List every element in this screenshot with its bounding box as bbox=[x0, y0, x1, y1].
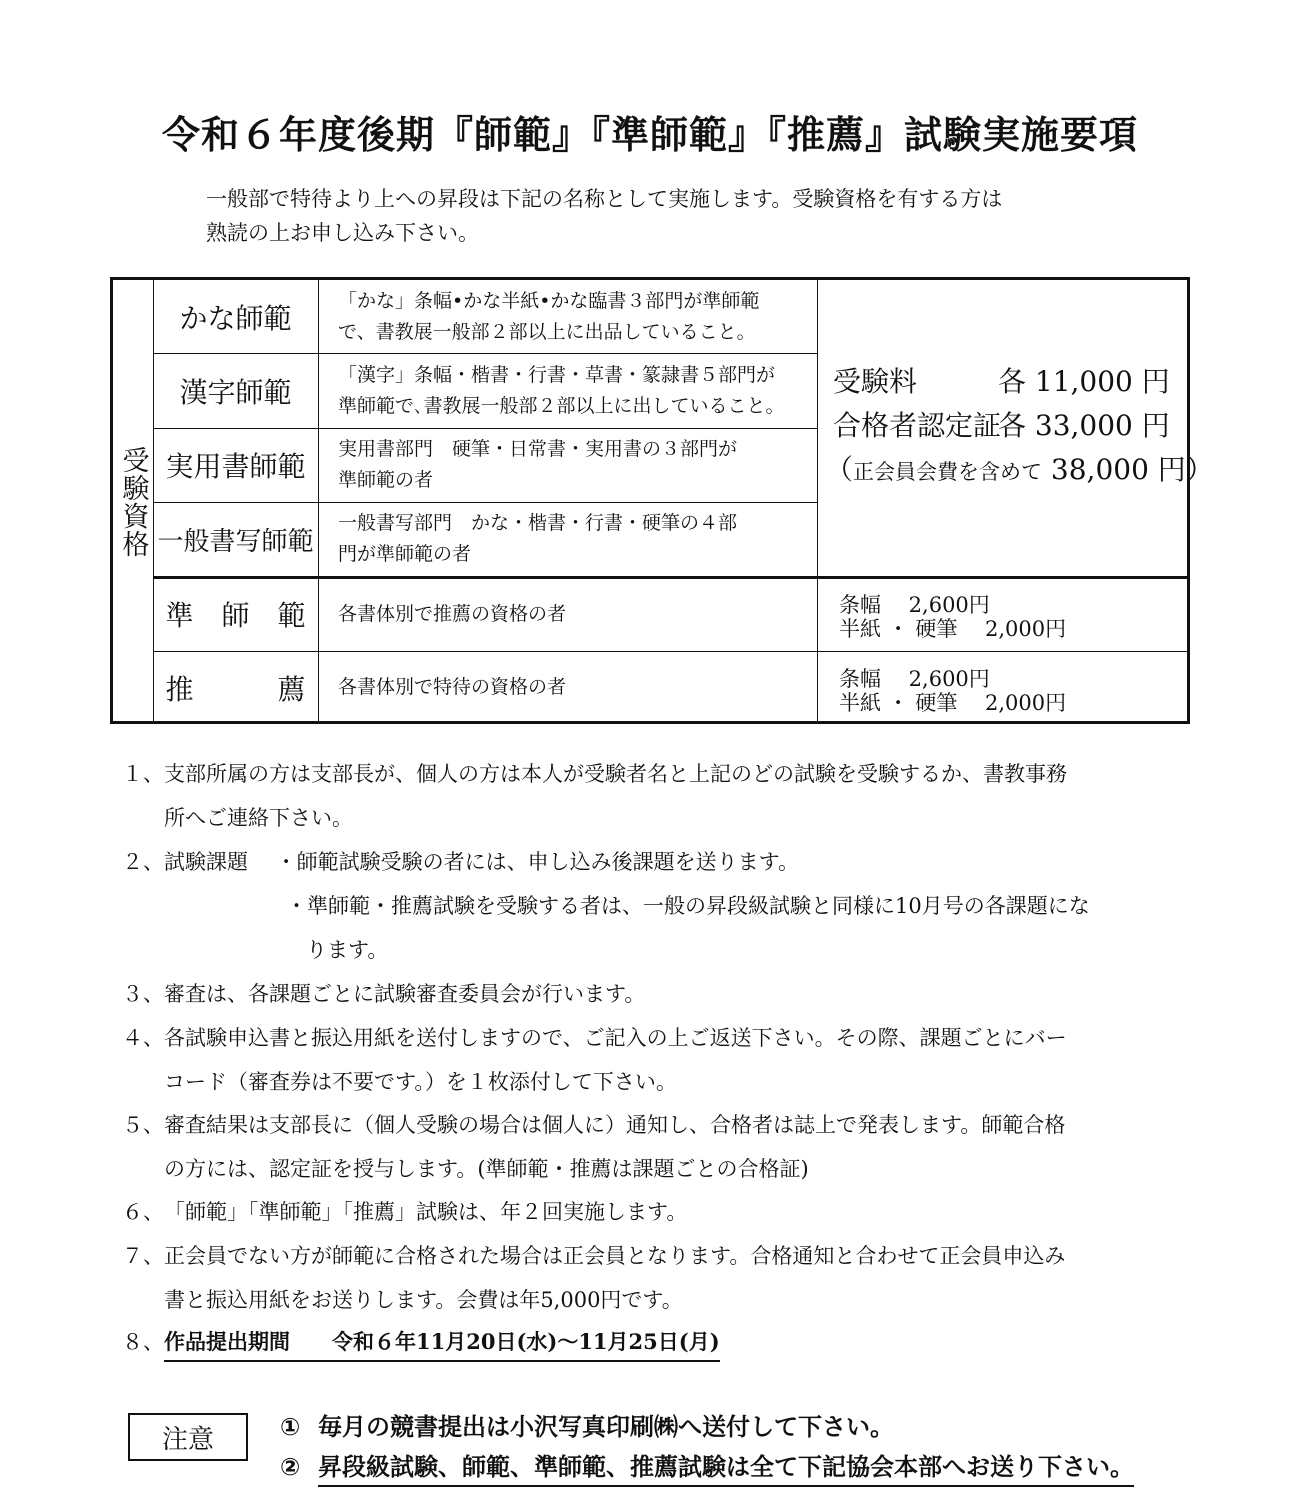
intro-paragraph bbox=[206, 182, 1146, 250]
item-number: ２、 bbox=[122, 850, 164, 874]
fee-note-paren: （ bbox=[825, 453, 854, 486]
notice-line bbox=[280, 1447, 1134, 1482]
item-line: コード（審査券は不要です。）を１枚添付して下さい。 bbox=[164, 1070, 677, 1094]
desc-line: 「かな」条幅•かな半紙•かな臨書３部門が準師範 bbox=[338, 289, 760, 312]
table-row-name: 漢字師範 bbox=[179, 375, 292, 409]
fee-label: 合格者認定証 bbox=[833, 409, 1002, 442]
fee-amount: 各 33,000 円 bbox=[998, 409, 1170, 442]
price-line: 条幅 2,600円 bbox=[839, 667, 990, 691]
fee-note-amount: 38,000 円） bbox=[1042, 453, 1214, 486]
table-row-name: かな師範 bbox=[179, 301, 292, 335]
item-line: 「師範」「準師範」「推薦」試験は、年２回実施します。 bbox=[164, 1200, 688, 1224]
item-line: 書と振込用紙をお送りします。会費は年5,000円です。 bbox=[164, 1288, 683, 1312]
fee-amount: 各 11,000 円 bbox=[998, 365, 1170, 398]
fee-note-label: 正会員会費を含めて bbox=[853, 460, 1043, 484]
table-row-desc bbox=[318, 280, 817, 353]
submission-period: 作品提出期間 令和６年11月20日(水)～11月25日(月) bbox=[164, 1326, 720, 1362]
desc-line: 門が準師範の者 bbox=[338, 543, 472, 565]
table-row-name: 一般書写師範 bbox=[157, 526, 314, 557]
qualification-table bbox=[110, 277, 1214, 724]
item-number: １、 bbox=[122, 762, 164, 786]
item-line: 支部所属の方は支部長が、個人の方は本人が受験者名と上記のどの試験を受験するか、書教事務 bbox=[164, 762, 1067, 786]
side-label-cell bbox=[113, 280, 153, 724]
item-number: ４、 bbox=[122, 1026, 164, 1050]
item-line: 審査は、各課題ごとに試験審査委員会が行います。 bbox=[164, 982, 646, 1006]
item-number: ８、 bbox=[122, 1330, 164, 1354]
table-row-desc: 各書体別で推薦の資格の者 bbox=[338, 602, 567, 625]
desc-line: で、書教展一般部２部以上に出品していること。 bbox=[338, 320, 756, 343]
side-label: 受験資格 bbox=[117, 446, 149, 558]
price-jun-shihan bbox=[839, 593, 1066, 641]
desc-line: 準師範の者 bbox=[338, 469, 434, 491]
fee-block bbox=[825, 360, 1214, 494]
notice-line bbox=[280, 1407, 894, 1442]
page-title: 令和６年度後期『師範』『準師範』『推薦』試験実施要項 bbox=[161, 113, 1138, 157]
price-suisen bbox=[839, 667, 1066, 715]
item-number: ３、 bbox=[122, 982, 164, 1006]
fee-label: 受験料 bbox=[833, 365, 918, 398]
intro-line: 一般部で特待より上への昇段は下記の名称として実施します。受験資格を有する方は bbox=[206, 187, 1003, 211]
notice-text: 毎月の競書提出は小沢写真印刷㈱へ送付して下さい。 bbox=[318, 1413, 894, 1441]
table-row-name: 準 師 範 bbox=[165, 599, 306, 632]
item-line: 所へご連絡下さい。 bbox=[164, 806, 353, 830]
table-row-desc bbox=[318, 428, 817, 502]
table-row-desc bbox=[318, 502, 817, 576]
table-row-name: 推 薦 bbox=[165, 672, 306, 706]
item-line: ・準師範・推薦試験を受験する者は、一般の昇段級試験と同様に10月号の各課題にな bbox=[286, 894, 1090, 918]
circled-number: ① bbox=[280, 1413, 301, 1441]
table-row-desc: 各書体別で特待の資格の者 bbox=[338, 676, 567, 698]
item-number: ５、 bbox=[122, 1113, 164, 1137]
item-line: 正会員でない方が師範に合格された場合は正会員となります。合格通知と合わせて正会員申込み bbox=[164, 1244, 1066, 1268]
notice-text: 昇段級試験、師範、準師範、推薦試験は全て下記協会本部へお送り下さい。 bbox=[318, 1453, 1134, 1487]
price-line: 半紙 ・ 硬筆 2,000円 bbox=[839, 617, 1067, 641]
price-line: 半紙 ・ 硬筆 2,000円 bbox=[839, 691, 1067, 715]
item-number: ７、 bbox=[122, 1244, 164, 1268]
item-line: 各試験申込書と振込用紙を送付しますので、ご記入の上ご返送下さい。その際、課題ごとにバー bbox=[164, 1026, 1067, 1050]
price-line: 条幅 2,600円 bbox=[839, 593, 990, 617]
desc-line: 「漢字」条幅・楷書・行書・草書・篆隷書５部門が bbox=[338, 363, 776, 386]
table-row-desc bbox=[318, 353, 817, 428]
item-line: ります。 bbox=[306, 938, 389, 962]
item-number: ６、 bbox=[122, 1200, 164, 1224]
item-line: 審査結果は支部長に（個人受験の場合は個人に）通知し、合格者は誌上で発表します。師範合格 bbox=[164, 1113, 1066, 1137]
desc-line: 準師範で､書教展一般部２部以上に出していること。 bbox=[338, 394, 785, 417]
notice-label: 注意 bbox=[128, 1413, 248, 1461]
intro-line: 熟読の上お申し込み下さい。 bbox=[206, 221, 479, 245]
item-line: の方には、認定証を授与します。(準師範・推薦は課題ごとの合格証) bbox=[164, 1157, 809, 1181]
item-line: 試験課題 ・師範試験受験の者には、申し込み後課題を送ります。 bbox=[164, 850, 799, 874]
circled-number: ② bbox=[280, 1453, 301, 1481]
desc-line: 一般書写部門 かな・楷書・行書・硬筆の４部 bbox=[338, 512, 738, 534]
desc-line: 実用書部門 硬筆・日常書・実用書の３部門が bbox=[338, 438, 738, 460]
table-row-name: 実用書師範 bbox=[165, 450, 306, 483]
column-divider bbox=[817, 280, 818, 721]
